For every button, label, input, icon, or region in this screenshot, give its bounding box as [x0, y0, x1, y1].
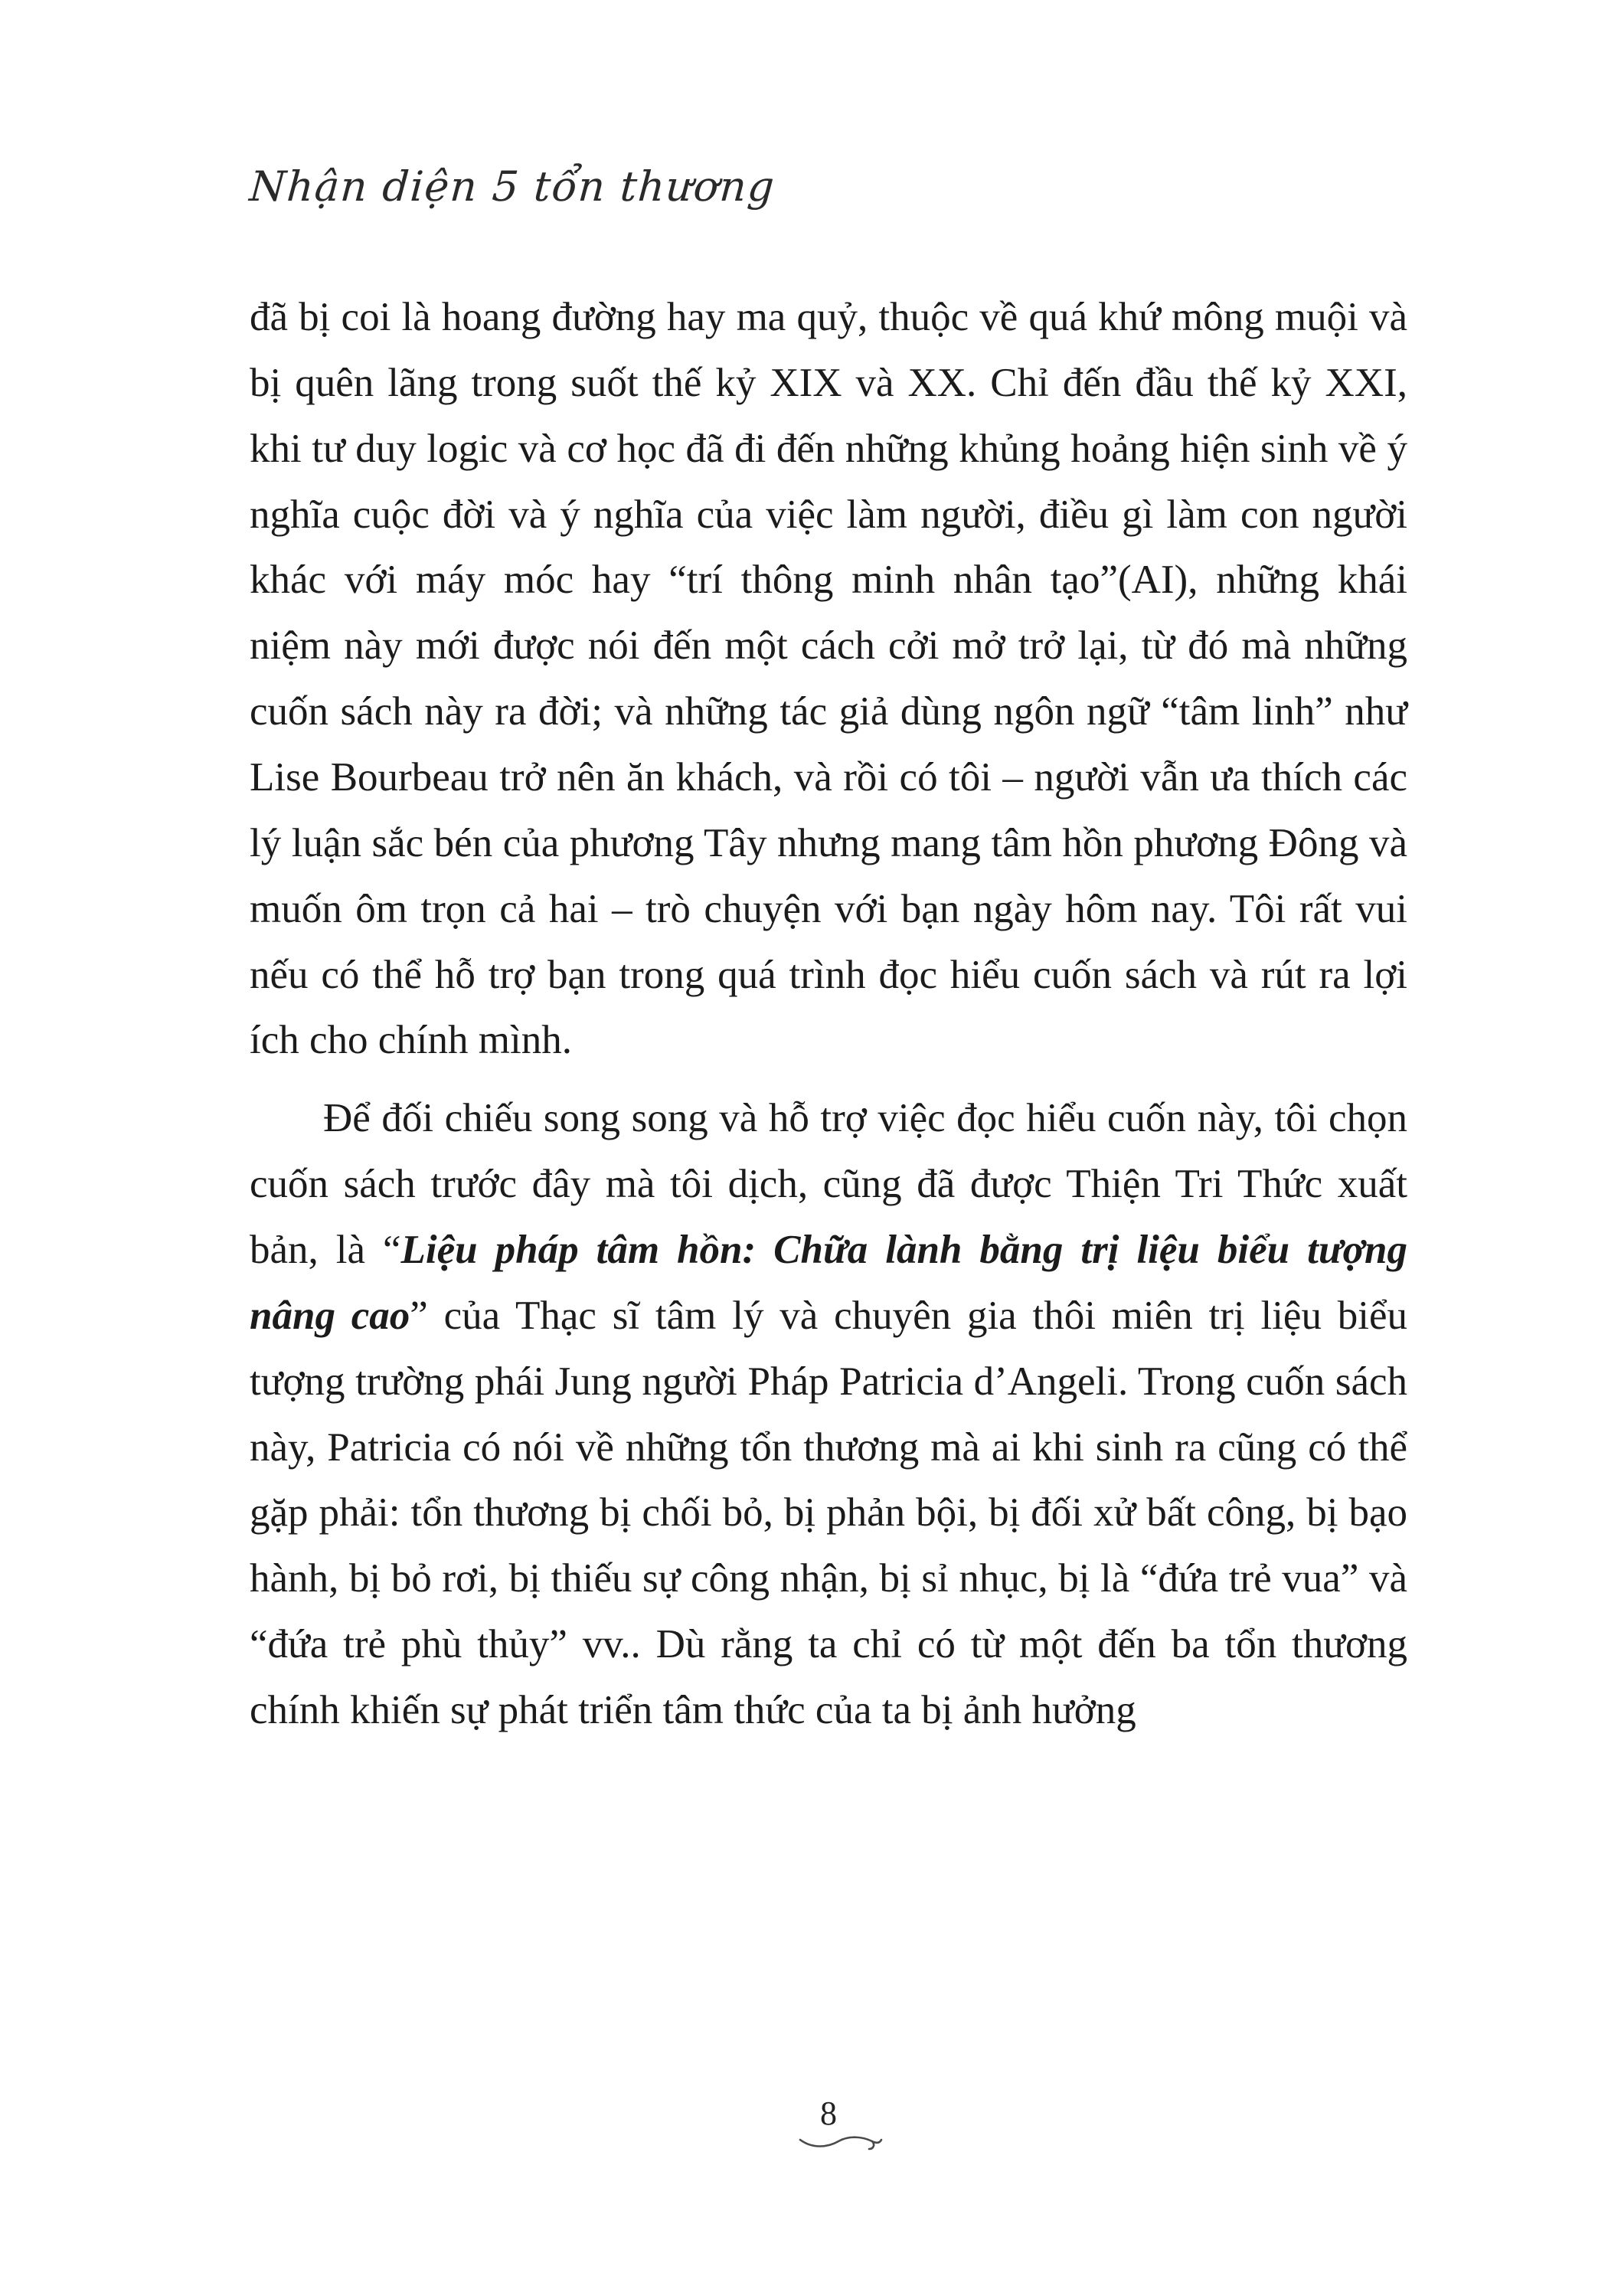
page-number: 8: [820, 2095, 837, 2132]
swash-underline-icon: [799, 2132, 883, 2155]
running-header-title: Nhận diện 5 tổn thương: [247, 162, 777, 211]
text-segment: ” của Thạc sĩ tâm lý và chuyên gia thôi miên trị liệu biểu tượng trường phái Jung người Pháp Patricia d’Angeli. Trong cuốn sách này, Patricia có nói về những tổn thương mà ai khi sinh ra cũng có thể gặp phải: tổn thương bị chối bỏ, bị phản bội, bị đối xử bất công, bị bạo hành, bị bỏ rơi, bị thiếu sự công nhận, bị sỉ nhục, bị là “đứa trẻ vua” và “đứa trẻ phù thủy” vv.. Dù rằng ta chỉ có từ một đến ba tổn thương chính khiến sự phát triển tâm thức của ta bị ảnh hưởng: [250, 1293, 1407, 1733]
body-paragraph: [250, 285, 1407, 1074]
book-title-emphasis: Liệu pháp tâm hồn: Chữa lành bằng trị liệu biểu tượng nâng cao: [250, 1228, 1408, 1338]
body-paragraph: [250, 1086, 1407, 1744]
page-body: [250, 285, 1407, 1744]
page-footer: [250, 2097, 1407, 2155]
text-segment: đã bị coi là hoang đường hay ma quỷ, thuộc về quá khứ mông muội và bị quên lãng trong suốt thế kỷ XIX và XX. Chỉ đến đầu thế kỷ XXI, khi tư duy logic và cơ học đã đi đến những khủng hoảng hiện sinh về ý nghĩa cuộc đời và ý nghĩa của việc làm người, điều gì làm con người khác với máy móc hay “trí thông minh nhân tạo”(AI), những khái niệm này mới được nói đến một cách cởi mở trở lại, từ đó mà những cuốn sách này ra đời; và những tác giả dùng ngôn ngữ “tâm linh” như Lise Bourbeau trở nên ăn khách, và rồi có tôi – người vẫn ưa thích các lý luận sắc bén của phương Tây nhưng mang tâm hồn phương Đông và muốn ôm trọn cả hai – trò chuyện với bạn ngày hôm nay. Tôi rất vui nếu có thể hỗ trợ bạn trong quá trình đọc hiểu cuốn sách và rút ra lợi ích cho chính mình.: [250, 295, 1407, 1063]
text-segment: Để đối chiếu song song và hỗ trợ việc đọc hiểu cuốn này, tôi chọn cuốn sách trước đây mà tôi dịch, cũng đã được Thiện Tri Thức xuất bản, là “: [250, 1096, 1407, 1273]
